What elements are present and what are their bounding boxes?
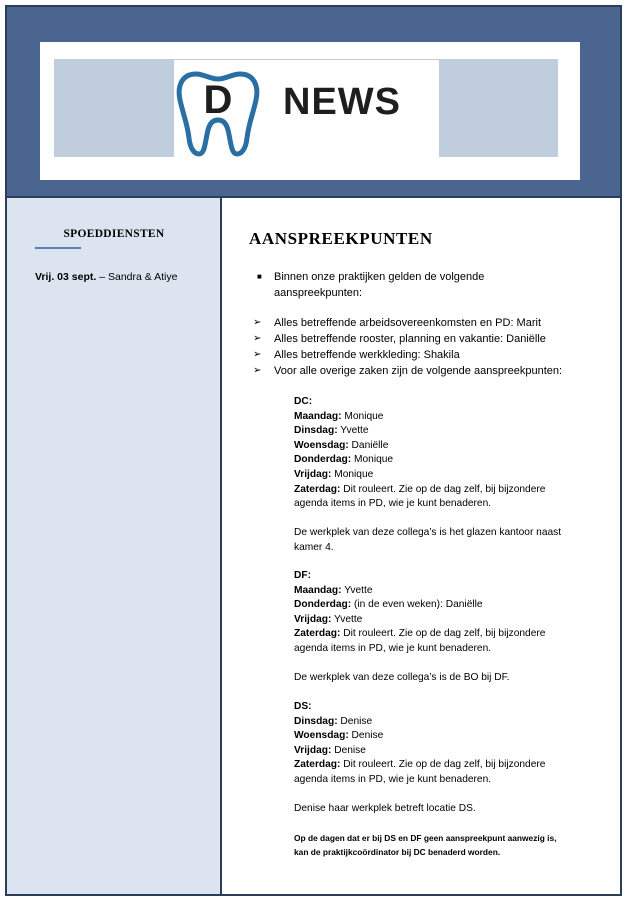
svg-text:D: D [203,78,233,122]
arrow-bullet-icon: ➢ [253,349,262,360]
list-item: ➢ Alles betreffende rooster, planning en vakantie: Daniëlle [253,333,546,345]
ds-section [294,700,594,817]
schedule-row: Dinsdag: Yvette [294,425,369,437]
schedule-row: Zaterdag: Dit rouleert. Zie op de dag zelf, bij bijzondere [294,759,546,771]
location-note: De werkplek van deze collega’s is de BO bij DF. [294,672,510,684]
location-note: De werkplek van deze collega’s is het glazen kantoor naast [294,527,562,539]
schedule-row-cont: agenda items in PD, wie je kunt benaderen. [294,642,492,654]
header-card [40,42,580,180]
dnews-logo [174,60,439,157]
schedule-row-cont: agenda items in PD, wie je kunt benaderen. [294,773,492,785]
schedule-row: Donderdag: (in de even weken): Daniëlle [294,599,483,611]
list-item: ➢ Alles betreffende werkkleding: Shakila [253,349,460,361]
schedule-row: Dinsdag: Denise [294,715,373,727]
location-note: kamer 4. [294,541,334,553]
closing-note: Op de dagen dat er bij DS en DF geen aanspreekpunt aanwezig is, kan de praktijkcoördinator bij DC benaderd worden. [294,833,557,857]
section-heading: DF: [294,570,311,581]
location-note: Denise haar werkplek betreft locatie DS. [294,803,476,815]
schedule-row: Maandag: Yvette [294,584,373,596]
spoeddienst-names: – Sandra & Atiye [96,271,178,283]
arrow-bullet-icon: ➢ [253,365,262,376]
schedule-row: Maandag: Monique [294,410,384,422]
schedule-row: Zaterdag: Dit rouleert. Zie op de dag zelf, bij bijzondere [294,483,546,495]
newsletter-page [5,5,622,896]
schedule-row: Vrijdag: Yvette [294,613,363,625]
header-band [7,7,620,198]
sidebar [7,198,222,894]
main-column [249,198,609,894]
spoeddienst-date: Vrij. 03 sept. [35,271,97,283]
df-section [294,569,594,686]
intro-paragraph [249,269,604,301]
spoeddienst-entry [35,271,177,283]
schedule-row: Vrijdag: Denise [294,744,366,756]
contact-list [249,315,609,379]
list-item: ➢ Alles betreffende arbeidsovereenkomsten en PD: Marit [253,317,541,329]
list-item: ➢ Voor alle overige zaken zijn de volgende aanspreekpunten: [253,365,563,377]
schedule-row: Donderdag: Monique [294,454,394,466]
schedule-row: Woensdag: Denise [294,730,384,742]
schedule-row-cont: agenda items in PD, wie je kunt benaderen. [294,498,492,510]
sidebar-title: SPOEDDIENSTEN [63,228,165,240]
schedule-row: Vrijdag: Monique [294,468,374,480]
section-heading: DS: [294,701,312,712]
arrow-bullet-icon: ➢ [253,317,262,328]
intro-line: aanspreekpunten: [274,287,363,299]
square-bullet-icon: ■ [257,272,262,281]
dc-section [294,395,594,556]
schedule-row: Zaterdag: Dit rouleert. Zie op de dag zelf, bij bijzondere [294,628,546,640]
schedule-row: Woensdag: Daniëlle [294,439,389,451]
arrow-bullet-icon: ➢ [253,333,262,344]
logo-news-text: NEWS [283,81,401,123]
section-heading: DC: [294,396,313,407]
intro-line: Binnen onze praktijken gelden de volgende [274,271,485,283]
sidebar-divider [35,247,81,249]
page-title: AANSPREEKPUNTEN [249,229,433,248]
